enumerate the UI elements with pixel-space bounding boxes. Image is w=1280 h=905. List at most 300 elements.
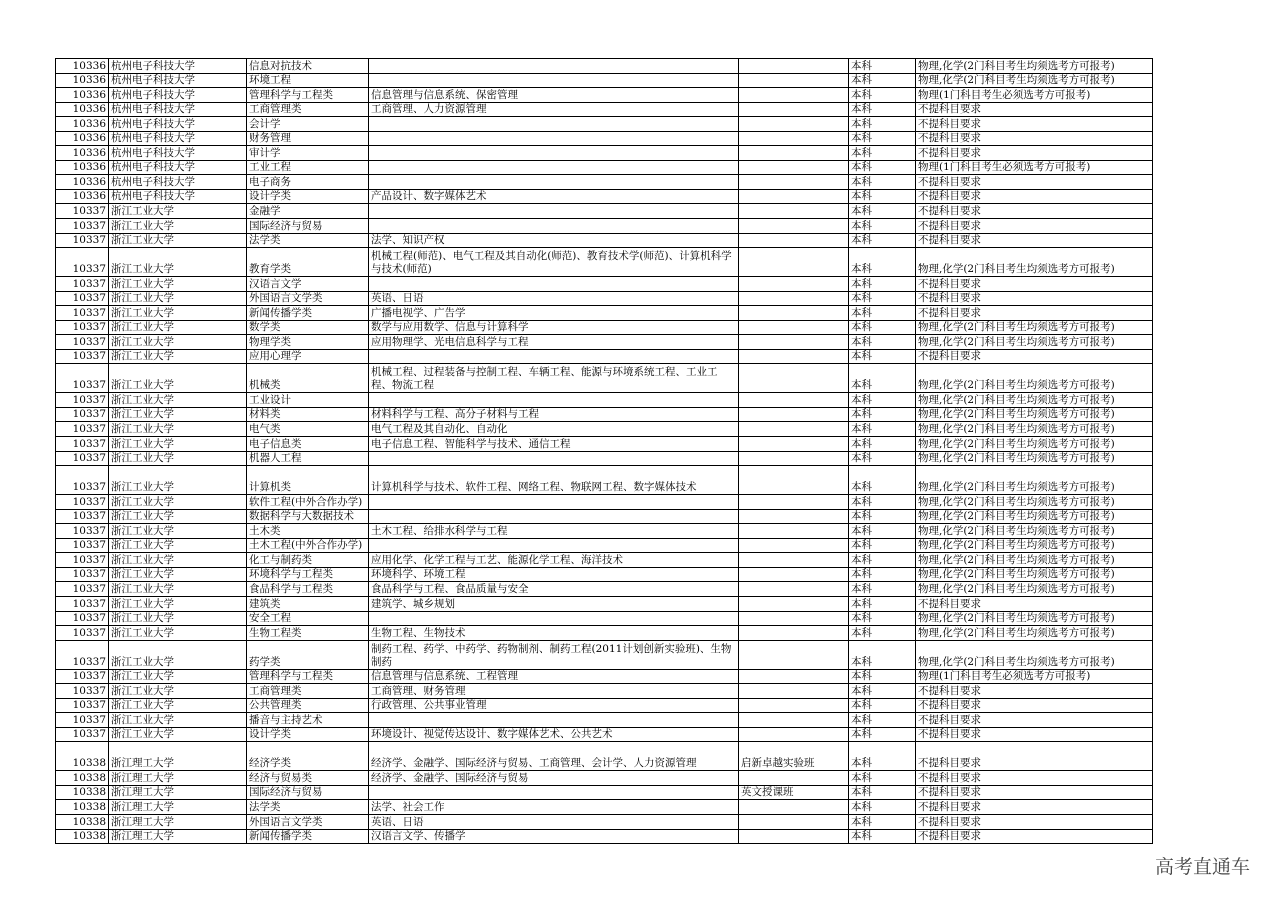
school-name-cell: 浙江工业大学 <box>109 233 247 248</box>
table-row <box>56 248 1153 277</box>
table-row <box>56 335 1153 350</box>
major-category-cell: 外国语言文学类 <box>247 814 369 829</box>
level-cell: 本科 <box>849 160 916 175</box>
included-majors-cell: 工商管理、人力资源管理 <box>369 102 739 117</box>
table-row <box>56 771 1153 786</box>
school-name-cell: 浙江工业大学 <box>109 713 247 728</box>
level-cell: 本科 <box>849 713 916 728</box>
school-code-cell: 10337 <box>56 524 109 539</box>
school-name-cell: 浙江理工大学 <box>109 829 247 844</box>
level-cell: 本科 <box>849 640 916 669</box>
level-cell: 本科 <box>849 146 916 161</box>
level-cell: 本科 <box>849 248 916 277</box>
included-majors-cell: 产品设计、数字媒体艺术 <box>369 189 739 204</box>
included-majors-cell <box>369 175 739 190</box>
included-majors-cell <box>369 204 739 219</box>
included-majors-cell: 经济学、金融学、国际经济与贸易、工商管理、会计学、人力资源管理 <box>369 742 739 771</box>
class-note-cell <box>739 495 849 510</box>
class-note-cell <box>739 102 849 117</box>
class-note-cell <box>739 640 849 669</box>
class-note-cell <box>739 73 849 88</box>
class-note-cell <box>739 727 849 742</box>
subject-requirement-cell: 物理(1门科目考生必须选考方可报考) <box>916 669 1153 684</box>
included-majors-cell: 机械工程、过程装备与控制工程、车辆工程、能源与环境系统工程、工业工程、物流工程 <box>369 364 739 393</box>
major-category-cell: 数学类 <box>247 320 369 335</box>
level-cell: 本科 <box>849 320 916 335</box>
level-cell: 本科 <box>849 189 916 204</box>
school-name-cell: 浙江工业大学 <box>109 640 247 669</box>
table-row <box>56 437 1153 452</box>
included-majors-cell <box>369 59 739 74</box>
class-note-cell <box>739 335 849 350</box>
school-code-cell: 10337 <box>56 698 109 713</box>
school-code-cell: 10337 <box>56 233 109 248</box>
school-code-cell: 10338 <box>56 785 109 800</box>
class-note-cell <box>739 160 849 175</box>
included-majors-cell <box>369 713 739 728</box>
class-note-cell <box>739 59 849 74</box>
level-cell: 本科 <box>849 219 916 234</box>
school-name-cell: 杭州电子科技大学 <box>109 189 247 204</box>
table-row <box>56 800 1153 815</box>
level-cell: 本科 <box>849 814 916 829</box>
major-category-cell: 国际经济与贸易 <box>247 785 369 800</box>
class-note-cell <box>739 800 849 815</box>
class-note-cell <box>739 684 849 699</box>
included-majors-cell <box>369 538 739 553</box>
school-code-cell: 10337 <box>56 553 109 568</box>
class-note-cell <box>739 131 849 146</box>
table-row <box>56 698 1153 713</box>
subject-requirement-cell: 不提科目要求 <box>916 277 1153 292</box>
school-name-cell: 杭州电子科技大学 <box>109 131 247 146</box>
table-row <box>56 509 1153 524</box>
table-row <box>56 160 1153 175</box>
level-cell: 本科 <box>849 582 916 597</box>
major-category-cell: 金融学 <box>247 204 369 219</box>
school-name-cell: 浙江工业大学 <box>109 582 247 597</box>
school-code-cell: 10338 <box>56 814 109 829</box>
class-note-cell <box>739 277 849 292</box>
major-category-cell: 法学类 <box>247 233 369 248</box>
school-name-cell: 杭州电子科技大学 <box>109 160 247 175</box>
class-note-cell <box>739 553 849 568</box>
included-majors-cell: 土木工程、给排水科学与工程 <box>369 524 739 539</box>
table-row <box>56 131 1153 146</box>
school-code-cell: 10337 <box>56 364 109 393</box>
table-row <box>56 189 1153 204</box>
school-name-cell: 浙江工业大学 <box>109 204 247 219</box>
class-note-cell <box>739 88 849 103</box>
major-category-cell: 物理学类 <box>247 335 369 350</box>
subject-requirement-cell: 物理,化学(2门科目考生均须选考方可报考) <box>916 364 1153 393</box>
school-code-cell: 10337 <box>56 349 109 364</box>
table-row <box>56 553 1153 568</box>
included-majors-cell: 信息管理与信息系统、保密管理 <box>369 88 739 103</box>
level-cell: 本科 <box>849 626 916 641</box>
major-category-cell: 新闻传播学类 <box>247 306 369 321</box>
major-category-cell: 安全工程 <box>247 611 369 626</box>
school-code-cell: 10336 <box>56 146 109 161</box>
school-name-cell: 浙江工业大学 <box>109 684 247 699</box>
table-row <box>56 306 1153 321</box>
school-code-cell: 10337 <box>56 495 109 510</box>
subject-requirement-cell: 不提科目要求 <box>916 742 1153 771</box>
major-category-cell: 财务管理 <box>247 131 369 146</box>
class-note-cell <box>739 320 849 335</box>
level-cell: 本科 <box>849 73 916 88</box>
major-category-cell: 新闻传播学类 <box>247 829 369 844</box>
school-name-cell: 杭州电子科技大学 <box>109 146 247 161</box>
major-category-cell: 应用心理学 <box>247 349 369 364</box>
table-row <box>56 277 1153 292</box>
level-cell: 本科 <box>849 611 916 626</box>
major-category-cell: 设计学类 <box>247 727 369 742</box>
level-cell: 本科 <box>849 466 916 495</box>
school-name-cell: 浙江工业大学 <box>109 524 247 539</box>
table-row <box>56 596 1153 611</box>
subject-requirement-cell: 不提科目要求 <box>916 117 1153 132</box>
school-name-cell: 浙江工业大学 <box>109 451 247 466</box>
class-note-cell <box>739 451 849 466</box>
table-row <box>56 567 1153 582</box>
school-code-cell: 10337 <box>56 466 109 495</box>
class-note-cell <box>739 364 849 393</box>
major-category-cell: 数据科学与大数据技术 <box>247 509 369 524</box>
school-code-cell: 10337 <box>56 684 109 699</box>
level-cell: 本科 <box>849 204 916 219</box>
school-name-cell: 杭州电子科技大学 <box>109 59 247 74</box>
level-cell: 本科 <box>849 684 916 699</box>
level-cell: 本科 <box>849 567 916 582</box>
level-cell: 本科 <box>849 364 916 393</box>
school-code-cell: 10337 <box>56 611 109 626</box>
subject-requirement-cell: 物理,化学(2门科目考生均须选考方可报考) <box>916 320 1153 335</box>
table-row <box>56 175 1153 190</box>
subject-requirement-cell: 不提科目要求 <box>916 306 1153 321</box>
subject-requirement-cell: 不提科目要求 <box>916 727 1153 742</box>
major-category-cell: 公共管理类 <box>247 698 369 713</box>
level-cell: 本科 <box>849 117 916 132</box>
table-row <box>56 524 1153 539</box>
major-category-cell: 国际经济与贸易 <box>247 219 369 234</box>
school-code-cell: 10337 <box>56 509 109 524</box>
level-cell: 本科 <box>849 669 916 684</box>
table-row <box>56 626 1153 641</box>
school-name-cell: 浙江工业大学 <box>109 669 247 684</box>
school-code-cell: 10337 <box>56 713 109 728</box>
class-note-cell <box>739 407 849 422</box>
major-category-cell: 环境工程 <box>247 73 369 88</box>
table-row <box>56 88 1153 103</box>
school-code-cell: 10338 <box>56 771 109 786</box>
subject-requirement-cell: 不提科目要求 <box>916 829 1153 844</box>
level-cell: 本科 <box>849 800 916 815</box>
level-cell: 本科 <box>849 88 916 103</box>
class-note-cell <box>739 233 849 248</box>
included-majors-cell <box>369 131 739 146</box>
major-category-cell: 电子商务 <box>247 175 369 190</box>
subject-requirement-cell: 不提科目要求 <box>916 204 1153 219</box>
major-category-cell: 经济与贸易类 <box>247 771 369 786</box>
table-row <box>56 117 1153 132</box>
table-row <box>56 349 1153 364</box>
major-category-cell: 汉语言文学 <box>247 277 369 292</box>
subject-requirement-cell: 物理,化学(2门科目考生均须选考方可报考) <box>916 509 1153 524</box>
level-cell: 本科 <box>849 407 916 422</box>
major-category-cell: 电气类 <box>247 422 369 437</box>
table-row <box>56 742 1153 771</box>
class-note-cell <box>739 611 849 626</box>
major-category-cell: 土木类 <box>247 524 369 539</box>
school-code-cell: 10337 <box>56 538 109 553</box>
school-name-cell: 浙江理工大学 <box>109 742 247 771</box>
included-majors-cell: 数学与应用数学、信息与计算科学 <box>369 320 739 335</box>
school-name-cell: 浙江工业大学 <box>109 553 247 568</box>
school-name-cell: 浙江工业大学 <box>109 567 247 582</box>
included-majors-cell: 法学、知识产权 <box>369 233 739 248</box>
major-category-cell: 计算机类 <box>247 466 369 495</box>
school-name-cell: 浙江工业大学 <box>109 495 247 510</box>
class-note-cell <box>739 582 849 597</box>
class-note-cell <box>739 538 849 553</box>
class-note-cell <box>739 713 849 728</box>
subject-requirement-cell: 物理,化学(2门科目考生均须选考方可报考) <box>916 407 1153 422</box>
class-note-cell <box>739 175 849 190</box>
table-row <box>56 422 1153 437</box>
subject-requirement-cell: 物理,化学(2门科目考生均须选考方可报考) <box>916 422 1153 437</box>
table-row <box>56 611 1153 626</box>
school-code-cell: 10337 <box>56 277 109 292</box>
table-row <box>56 684 1153 699</box>
major-category-cell: 教育学类 <box>247 248 369 277</box>
included-majors-cell <box>369 451 739 466</box>
class-note-cell <box>739 393 849 408</box>
school-code-cell: 10337 <box>56 451 109 466</box>
included-majors-cell: 环境设计、视觉传达设计、数字媒体艺术、公共艺术 <box>369 727 739 742</box>
included-majors-cell: 英语、日语 <box>369 291 739 306</box>
included-majors-cell <box>369 117 739 132</box>
school-name-cell: 浙江工业大学 <box>109 611 247 626</box>
school-code-cell: 10337 <box>56 204 109 219</box>
included-majors-cell: 食品科学与工程、食品质量与安全 <box>369 582 739 597</box>
school-name-cell: 杭州电子科技大学 <box>109 88 247 103</box>
table-row <box>56 785 1153 800</box>
major-category-cell: 管理科学与工程类 <box>247 669 369 684</box>
included-majors-cell <box>369 495 739 510</box>
level-cell: 本科 <box>849 785 916 800</box>
school-name-cell: 浙江工业大学 <box>109 335 247 350</box>
table-row <box>56 393 1153 408</box>
school-name-cell: 浙江工业大学 <box>109 466 247 495</box>
included-majors-cell: 环境科学、环境工程 <box>369 567 739 582</box>
school-name-cell: 浙江工业大学 <box>109 407 247 422</box>
major-category-cell: 工商管理类 <box>247 102 369 117</box>
school-code-cell: 10337 <box>56 596 109 611</box>
subject-requirement-cell: 不提科目要求 <box>916 785 1153 800</box>
included-majors-cell <box>369 349 739 364</box>
major-category-cell: 软件工程(中外合作办学) <box>247 495 369 510</box>
major-category-cell: 药学类 <box>247 640 369 669</box>
subject-requirement-cell: 不提科目要求 <box>916 698 1153 713</box>
school-code-cell: 10336 <box>56 117 109 132</box>
major-category-cell: 机器人工程 <box>247 451 369 466</box>
major-category-cell: 播音与主持艺术 <box>247 713 369 728</box>
included-majors-cell: 机械工程(师范)、电气工程及其自动化(师范)、教育技术学(师范)、计算机科学与技术(师范) <box>369 248 739 277</box>
class-note-cell: 启新卓越实验班 <box>739 742 849 771</box>
level-cell: 本科 <box>849 349 916 364</box>
included-majors-cell <box>369 146 739 161</box>
school-name-cell: 浙江理工大学 <box>109 771 247 786</box>
level-cell: 本科 <box>849 102 916 117</box>
level-cell: 本科 <box>849 291 916 306</box>
class-note-cell <box>739 771 849 786</box>
admission-requirements-table <box>55 58 1153 844</box>
major-category-cell: 化工与制药类 <box>247 553 369 568</box>
subject-requirement-cell: 物理,化学(2门科目考生均须选考方可报考) <box>916 335 1153 350</box>
table-row <box>56 219 1153 234</box>
school-code-cell: 10336 <box>56 160 109 175</box>
subject-requirement-cell: 物理,化学(2门科目考生均须选考方可报考) <box>916 73 1153 88</box>
table-row <box>56 320 1153 335</box>
school-code-cell: 10336 <box>56 73 109 88</box>
included-majors-cell: 经济学、金融学、国际经济与贸易 <box>369 771 739 786</box>
level-cell: 本科 <box>849 727 916 742</box>
table-row <box>56 713 1153 728</box>
level-cell: 本科 <box>849 393 916 408</box>
table-row <box>56 727 1153 742</box>
school-code-cell: 10337 <box>56 248 109 277</box>
school-code-cell: 10337 <box>56 582 109 597</box>
level-cell: 本科 <box>849 451 916 466</box>
school-name-cell: 浙江工业大学 <box>109 219 247 234</box>
class-note-cell <box>739 509 849 524</box>
major-category-cell: 电子信息类 <box>247 437 369 452</box>
school-name-cell: 浙江工业大学 <box>109 698 247 713</box>
level-cell: 本科 <box>849 175 916 190</box>
school-code-cell: 10338 <box>56 829 109 844</box>
school-name-cell: 浙江工业大学 <box>109 596 247 611</box>
subject-requirement-cell: 不提科目要求 <box>916 175 1153 190</box>
included-majors-cell <box>369 160 739 175</box>
included-majors-cell: 工商管理、财务管理 <box>369 684 739 699</box>
school-code-cell: 10337 <box>56 393 109 408</box>
major-category-cell: 材料类 <box>247 407 369 422</box>
included-majors-cell: 广播电视学、广告学 <box>369 306 739 321</box>
level-cell: 本科 <box>849 437 916 452</box>
school-name-cell: 浙江工业大学 <box>109 291 247 306</box>
school-name-cell: 浙江理工大学 <box>109 800 247 815</box>
included-majors-cell <box>369 73 739 88</box>
school-name-cell: 浙江工业大学 <box>109 393 247 408</box>
class-note-cell <box>739 437 849 452</box>
school-code-cell: 10336 <box>56 189 109 204</box>
class-note-cell <box>739 669 849 684</box>
subject-requirement-cell: 物理,化学(2门科目考生均须选考方可报考) <box>916 59 1153 74</box>
school-code-cell: 10337 <box>56 219 109 234</box>
school-code-cell: 10337 <box>56 437 109 452</box>
subject-requirement-cell: 不提科目要求 <box>916 233 1153 248</box>
school-name-cell: 浙江理工大学 <box>109 814 247 829</box>
level-cell: 本科 <box>849 596 916 611</box>
level-cell: 本科 <box>849 553 916 568</box>
included-majors-cell <box>369 393 739 408</box>
class-note-cell <box>739 248 849 277</box>
subject-requirement-cell: 物理(1门科目考生必须选考方可报考) <box>916 88 1153 103</box>
subject-requirement-cell: 不提科目要求 <box>916 814 1153 829</box>
class-note-cell <box>739 189 849 204</box>
major-category-cell: 食品科学与工程类 <box>247 582 369 597</box>
table-row <box>56 451 1153 466</box>
level-cell: 本科 <box>849 306 916 321</box>
included-majors-cell: 电子信息工程、智能科学与技术、通信工程 <box>369 437 739 452</box>
major-category-cell: 管理科学与工程类 <box>247 88 369 103</box>
included-majors-cell <box>369 277 739 292</box>
class-note-cell <box>739 117 849 132</box>
subject-requirement-cell: 不提科目要求 <box>916 131 1153 146</box>
table-body <box>56 59 1153 844</box>
included-majors-cell: 汉语言文学、传播学 <box>369 829 739 844</box>
major-category-cell: 法学类 <box>247 800 369 815</box>
level-cell: 本科 <box>849 742 916 771</box>
major-category-cell: 建筑类 <box>247 596 369 611</box>
school-code-cell: 10337 <box>56 669 109 684</box>
table-row <box>56 640 1153 669</box>
major-category-cell: 会计学 <box>247 117 369 132</box>
table-row <box>56 364 1153 393</box>
school-code-cell: 10337 <box>56 422 109 437</box>
school-code-cell: 10336 <box>56 59 109 74</box>
school-name-cell: 浙江工业大学 <box>109 727 247 742</box>
major-category-cell: 设计学类 <box>247 189 369 204</box>
school-code-cell: 10337 <box>56 291 109 306</box>
level-cell: 本科 <box>849 422 916 437</box>
subject-requirement-cell: 不提科目要求 <box>916 684 1153 699</box>
table-row <box>56 814 1153 829</box>
subject-requirement-cell: 不提科目要求 <box>916 349 1153 364</box>
watermark-text: 高考直通车 <box>1154 856 1250 878</box>
school-name-cell: 浙江工业大学 <box>109 364 247 393</box>
table-row <box>56 59 1153 74</box>
subject-requirement-cell: 物理,化学(2门科目考生均须选考方可报考) <box>916 248 1153 277</box>
included-majors-cell: 计算机科学与技术、软件工程、网络工程、物联网工程、数字媒体技术 <box>369 466 739 495</box>
included-majors-cell: 制药工程、药学、中药学、药物制剂、制药工程(2011计划创新实验班)、生物制药 <box>369 640 739 669</box>
subject-requirement-cell: 不提科目要求 <box>916 713 1153 728</box>
subject-requirement-cell: 不提科目要求 <box>916 146 1153 161</box>
level-cell: 本科 <box>849 509 916 524</box>
school-name-cell: 浙江工业大学 <box>109 306 247 321</box>
included-majors-cell: 法学、社会工作 <box>369 800 739 815</box>
class-note-cell <box>739 524 849 539</box>
level-cell: 本科 <box>849 59 916 74</box>
school-code-cell: 10337 <box>56 640 109 669</box>
major-category-cell: 外国语言文学类 <box>247 291 369 306</box>
subject-requirement-cell: 物理,化学(2门科目考生均须选考方可报考) <box>916 553 1153 568</box>
subject-requirement-cell: 物理,化学(2门科目考生均须选考方可报考) <box>916 495 1153 510</box>
subject-requirement-cell: 物理(1门科目考生必须选考方可报考) <box>916 160 1153 175</box>
school-code-cell: 10337 <box>56 306 109 321</box>
subject-requirement-cell: 不提科目要求 <box>916 596 1153 611</box>
included-majors-cell: 英语、日语 <box>369 814 739 829</box>
table-row <box>56 538 1153 553</box>
school-name-cell: 浙江理工大学 <box>109 785 247 800</box>
school-name-cell: 浙江工业大学 <box>109 626 247 641</box>
level-cell: 本科 <box>849 524 916 539</box>
level-cell: 本科 <box>849 495 916 510</box>
level-cell: 本科 <box>849 131 916 146</box>
subject-requirement-cell: 物理,化学(2门科目考生均须选考方可报考) <box>916 451 1153 466</box>
table-row <box>56 495 1153 510</box>
